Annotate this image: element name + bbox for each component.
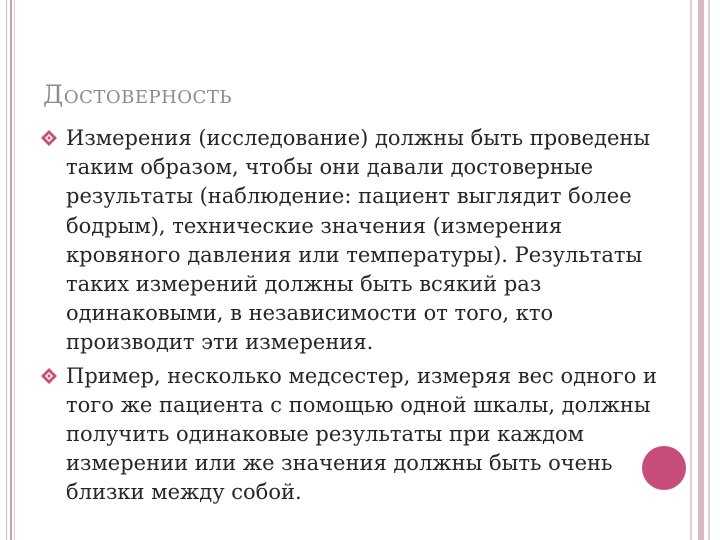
- left-border-line: [10, 0, 12, 540]
- diamond-bullet-icon: [40, 129, 58, 147]
- slide-title: Достоверность: [43, 80, 232, 109]
- bullet-list: [40, 124, 680, 512]
- right-border-line: [698, 0, 704, 540]
- left-border-line: [6, 0, 7, 540]
- bullet-text: Измерения (исследование) должны быть проведены таким образом, чтобы они давали достоверные результаты (наблюдение: пациент выглядит более бодрым), технические значения (измерения кровяного давления или температуры). Результаты таких измерений должны быть всякий раз одинаковыми, в независимости от того, кто производит эти измерения.: [66, 126, 651, 355]
- bullet-item: [40, 124, 680, 358]
- left-border-line: [14, 0, 15, 540]
- right-border-line: [690, 0, 692, 540]
- bullet-item: [40, 362, 680, 508]
- decorative-circle: [642, 446, 686, 490]
- right-border-line: [708, 0, 710, 540]
- bullet-text: Пример, несколько медсестер, измеряя вес одного и того же пациента с помощью одной шкалы, должны получить одинаковые результаты при каждом измерении или же значения должны быть очень близки между собой.: [66, 363, 658, 505]
- diamond-bullet-icon: [40, 367, 58, 385]
